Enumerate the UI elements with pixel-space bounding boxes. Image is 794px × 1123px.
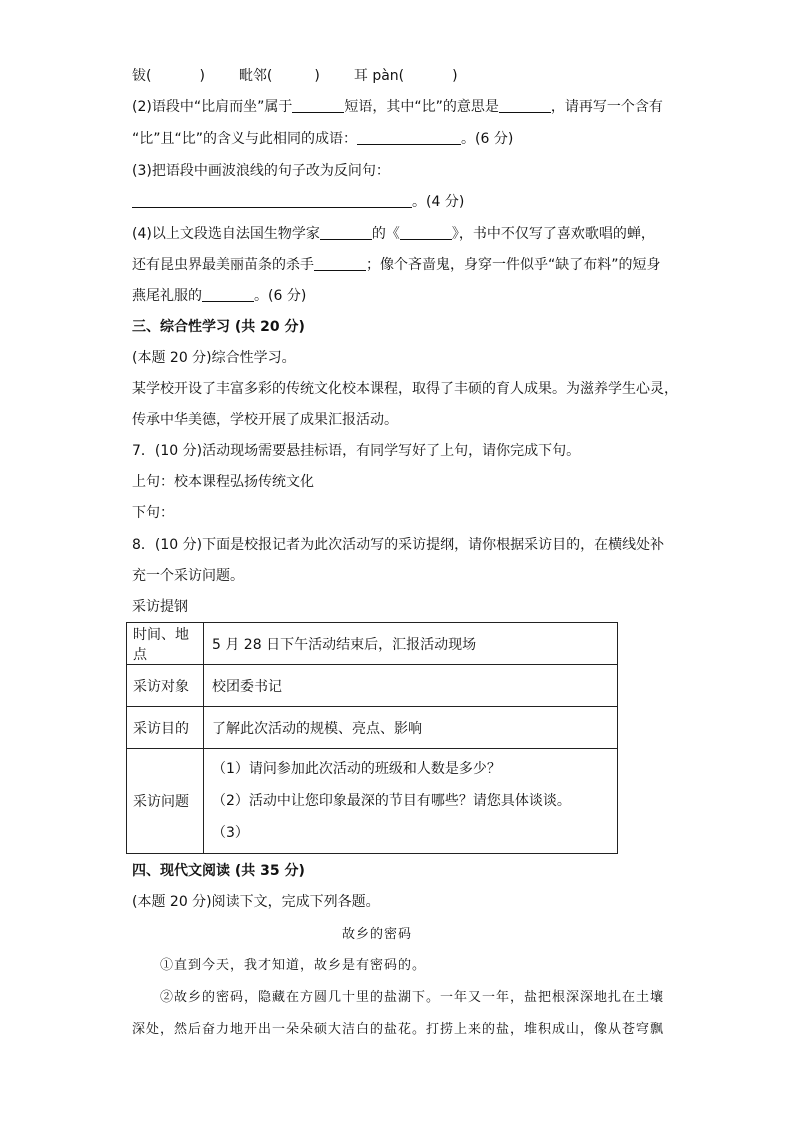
article-para-2-line-1: ②故乡的密码，隐藏在方圆几十里的盐湖下。一年又一年，盐把根深深地扎在土壤: [160, 990, 665, 1005]
question-3-line-1: (3)把语段中画波浪线的句子改为反问句：: [132, 163, 390, 179]
section-3-intro: (本题 20 分)综合性学习。: [132, 350, 296, 366]
row-value: 了解此次活动的规模、亮点、影响: [204, 707, 618, 749]
question-8-line-1: 8．(10 分)下面是校报记者为此次活动写的采访提纲，请你根据采访目的，在横线处补: [132, 537, 665, 553]
table-row: [127, 707, 618, 749]
question-8-line-2: 充一个采访问题。: [132, 568, 244, 584]
question-2-line-2: “比”且“比”的含义与此相同的成语： 。(6 分): [132, 131, 514, 147]
answer-blank[interactable]: [314, 255, 366, 271]
table-row: [127, 623, 618, 665]
word-1: 钹(: [132, 68, 152, 84]
table-row: [127, 665, 618, 707]
question-2-line-1: (2)语段中“比肩而坐”属于 短语，其中“比”的意思是 ，请再写一个含有: [132, 99, 663, 115]
table-row: [127, 749, 618, 854]
question-3-line-2: 。(4 分): [132, 192, 464, 212]
row-key: 采访目的: [127, 707, 204, 749]
question-7: 7．(10 分)活动现场需要悬挂标语，有同学写好了上句，请你完成下句。: [132, 443, 581, 459]
row-key: 时间、地点: [127, 623, 204, 665]
interview-outline-table: [126, 622, 618, 854]
article-title: 故乡的密码: [342, 927, 413, 942]
row-key: 采访对象: [127, 665, 204, 707]
upper-couplet: 上句：校本课程弘扬传统文化: [132, 474, 314, 490]
interview-question: （2）活动中让您印象最深的节目有哪些？请您具体谈谈。: [212, 793, 571, 809]
interview-question-blank[interactable]: （3）: [212, 825, 249, 841]
article-para-2-line-2: 深处，然后奋力地开出一朵朵硕大洁白的盐花。打捞上来的盐，堆积成山，像从苍穹飘: [132, 1022, 665, 1037]
article-para-1: ①直到今天，我才知道，故乡是有密码的。: [160, 958, 427, 973]
section-4-title: 四、现代文阅读 (共 35 分): [132, 863, 305, 879]
row-key: 采访问题: [127, 749, 204, 854]
question-4-line-2: 还有昆虫界最美丽苗条的杀手 ；像个吝啬鬼，身穿一件似乎“缺了布料”的短身: [132, 257, 661, 273]
question-4-line-1: (4)以上文段选自法国生物学家 的《 》，书中不仅写了喜欢歌唱的蝉，: [132, 226, 655, 242]
questions-cell: [204, 749, 618, 854]
lower-couplet: 下句：: [132, 505, 174, 521]
pinyin-fill-line: 钹( ) 毗邻( ) 耳 pàn( ): [132, 68, 458, 84]
answer-blank[interactable]: [292, 97, 344, 113]
row-value: 5 月 28 日下午活动结束后，汇报活动现场: [204, 623, 618, 665]
word-3: 耳 pàn(: [353, 68, 405, 84]
answer-blank[interactable]: [202, 286, 254, 302]
answer-blank[interactable]: [499, 97, 551, 113]
row-value: 校团委书记: [204, 665, 618, 707]
section-3-title: 三、综合性学习 (共 20 分): [132, 319, 305, 335]
section-3-para-1: 某学校开设了丰富多彩的传统文化校本课程，取得了丰硕的育人成果。为滋养学生心灵，: [132, 381, 678, 397]
interview-question: （1）请问参加此次活动的班级和人数是多少？: [212, 761, 501, 777]
outline-title: 采访提钢: [132, 599, 188, 615]
answer-blank[interactable]: [357, 129, 461, 145]
answer-blank[interactable]: [320, 224, 372, 240]
word-2: 毗邻(: [238, 68, 273, 84]
answer-blank[interactable]: [400, 224, 452, 240]
section-3-para-2: 传承中华美德，学校开展了成果汇报活动。: [132, 412, 398, 428]
answer-blank[interactable]: [132, 192, 412, 208]
question-4-line-3: 燕尾礼服的 。(6 分): [132, 288, 307, 304]
section-4-intro: (本题 20 分)阅读下文，完成下列各题。: [132, 894, 380, 910]
